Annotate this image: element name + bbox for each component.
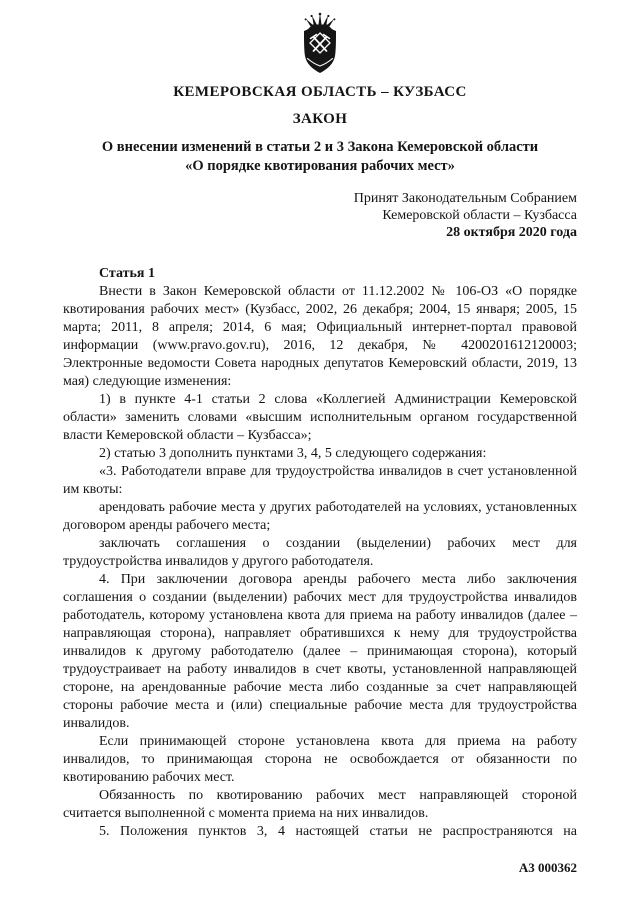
- adoption-block: [63, 190, 577, 241]
- adoption-line-1: Принят Законодательным Собранием: [353, 191, 577, 206]
- paragraph-point-5: 5. Положения пунктов 3, 4 настоящей статьи не распространяются на: [99, 824, 577, 839]
- adoption-date: 28 октября 2020 года: [446, 225, 577, 240]
- law-title-line-1: О внесении изменений в статьи 2 и 3 Закона Кемеровской области: [101, 139, 539, 155]
- law-title: [63, 138, 577, 176]
- paragraph-point-4: 4. При заключении договора аренды рабочего места либо заключения соглашения о создании (выделении) рабочих мест для трудоустройства инвалидов работодатель, которому установлена квота для приема на работу инвалидов (далее – направляющая сторона), направляет обратившихся к нему для трудоустройства инвалидов к другому работодателю (далее – принимающая сторона), который трудоустраивает на работу инвалидов в счет квоты, установленной направляющей стороне, на арендованные рабочие места либо созданные за счет направляющей стороны рабочие места и (или) специальные рабочие места для трудоустройства инвалидов.: [63, 572, 577, 731]
- page-code: А3 000362: [518, 860, 577, 875]
- paragraph-point-3a: арендовать рабочие места у других работодателей на условиях, установленных договором аренды рабочего места;: [63, 500, 577, 533]
- paragraph-point-4a: Если принимающей стороне установлена квота для приема на работу инвалидов, то принимающая сторона не освобождается от обязанности по квотированию рабочих мест.: [63, 734, 577, 785]
- law-title-line-2: «О порядке квотирования рабочих мест»: [185, 158, 455, 174]
- paragraph-item-1: 1) в пункте 4-1 статьи 2 слова «Коллегией Администрации Кемеровской области» заменить словами «высшим исполнительным органом государственной власти Кемеровской области – Кузбасса»;: [63, 392, 577, 443]
- region-heading: КЕМЕРОВСКАЯ ОБЛАСТЬ – КУЗБАСС: [173, 84, 467, 100]
- paragraph-item-2: 2) статью 3 дополнить пунктами 3, 4, 5 следующего содержания:: [99, 446, 487, 461]
- paragraph-point-3: «3. Работодатели вправе для трудоустройства инвалидов в счет установленной им квоты:: [63, 464, 577, 497]
- article-1-heading: Статья 1: [99, 266, 155, 281]
- kemerovo-coat-of-arms-icon: [297, 12, 343, 76]
- paragraph-point-4b: Обязанность по квотированию рабочих мест направляющей стороной считается выполненной с момента приема на них инвалидов.: [63, 788, 577, 821]
- law-body: [63, 265, 577, 841]
- paragraph-intro: Внести в Закон Кемеровской области от 11.12.2002 № 106-ОЗ «О порядке квотирования рабочих мест» (Кузбасс, 2002, 26 декабря; 2004, 15 января; 2005, 15 марта; 2011, 8 апреля; 2014, 6 мая; Официальный интернет-портал правовой информации (www.pravo.gov.ru), 2016, 12 декабря, № 4200201612120003; Электронные ведомости Совета народных депутатов Кемеровский области, 2019, 13 мая) следующие изменения:: [63, 284, 577, 389]
- adoption-line-2: Кемеровской области – Кузбасса: [382, 208, 577, 223]
- doc-type-heading: ЗАКОН: [292, 111, 348, 127]
- paragraph-point-3b: заключать соглашения о создании (выделении) рабочих мест для трудоустройства инвалидов у другого работодателя.: [63, 536, 577, 569]
